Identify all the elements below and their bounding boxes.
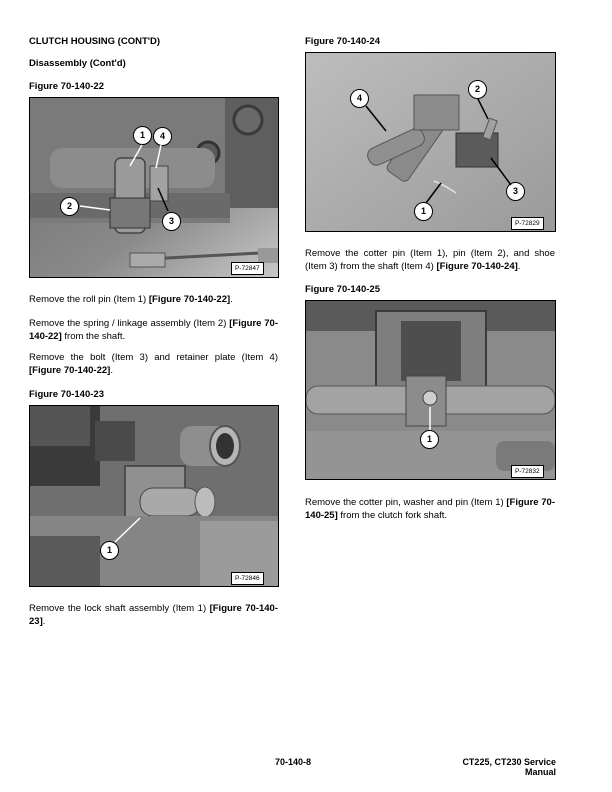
figure-22-label: Figure 70-140-22 (29, 81, 104, 92)
figure-24-callout-3: 3 (506, 182, 525, 201)
paragraph-lock-shaft: Remove the lock shaft assembly (Item 1) [Figure 70-140-23]. (29, 603, 279, 627)
figure-24-photo-id: P-72829 (511, 217, 544, 230)
paragraph-roll-pin: Remove the roll pin (Item 1) [Figure 70-140-22]. (29, 294, 233, 305)
figure-24-callout-4: 4 (350, 89, 369, 108)
manual-title: CT225, CT230 Service Manual (462, 757, 556, 777)
figure-22-photo-id: P-72847 (231, 262, 264, 275)
figure-23-photo-id: P-72846 (231, 572, 264, 585)
paragraph-spring-linkage: Remove the spring / linkage assembly (Item 2) [Figure 70-140-22] from the shaft. (29, 318, 279, 342)
figure-22-callout-2: 2 (60, 197, 79, 216)
figure-22-photo (29, 97, 279, 278)
figure-22-callout-3: 3 (162, 212, 181, 231)
figure-23-label: Figure 70-140-23 (29, 389, 104, 400)
figure-25-photo-id: P-72832 (511, 465, 544, 478)
figure-25-label: Figure 70-140-25 (305, 284, 380, 295)
figure-22-callout-1: 1 (133, 126, 152, 145)
figure-23-photo (29, 405, 279, 587)
figure-25-callout-1: 1 (420, 430, 439, 449)
paragraph-cotter-pin-shoe: Remove the cotter pin (Item 1), pin (Item 2), and shoe (Item 3) from the shaft (Item 4) [Figure 70-140-24]. (305, 248, 555, 272)
section-title: CLUTCH HOUSING (CONT'D) (29, 36, 161, 47)
figure-24-label: Figure 70-140-24 (305, 36, 380, 47)
section-subtitle: Disassembly (Cont'd) (29, 58, 126, 69)
figure-24-callout-1: 1 (414, 202, 433, 221)
figure-23-callout-1: 1 (100, 541, 119, 560)
paragraph-cotter-washer: Remove the cotter pin, washer and pin (Item 1) [Figure 70-140-25] from the clutch fork shaft. (305, 497, 555, 521)
figure-22-callout-4: 4 (153, 127, 172, 146)
figure-24-photo (305, 52, 556, 232)
figure-25-photo (305, 300, 556, 480)
figure-24-callout-2: 2 (468, 80, 487, 99)
page-number: 70-140-8 (275, 757, 312, 767)
paragraph-bolt-retainer: Remove the bolt (Item 3) and retainer plate (Item 4) [Figure 70-140-22]. (29, 352, 278, 376)
